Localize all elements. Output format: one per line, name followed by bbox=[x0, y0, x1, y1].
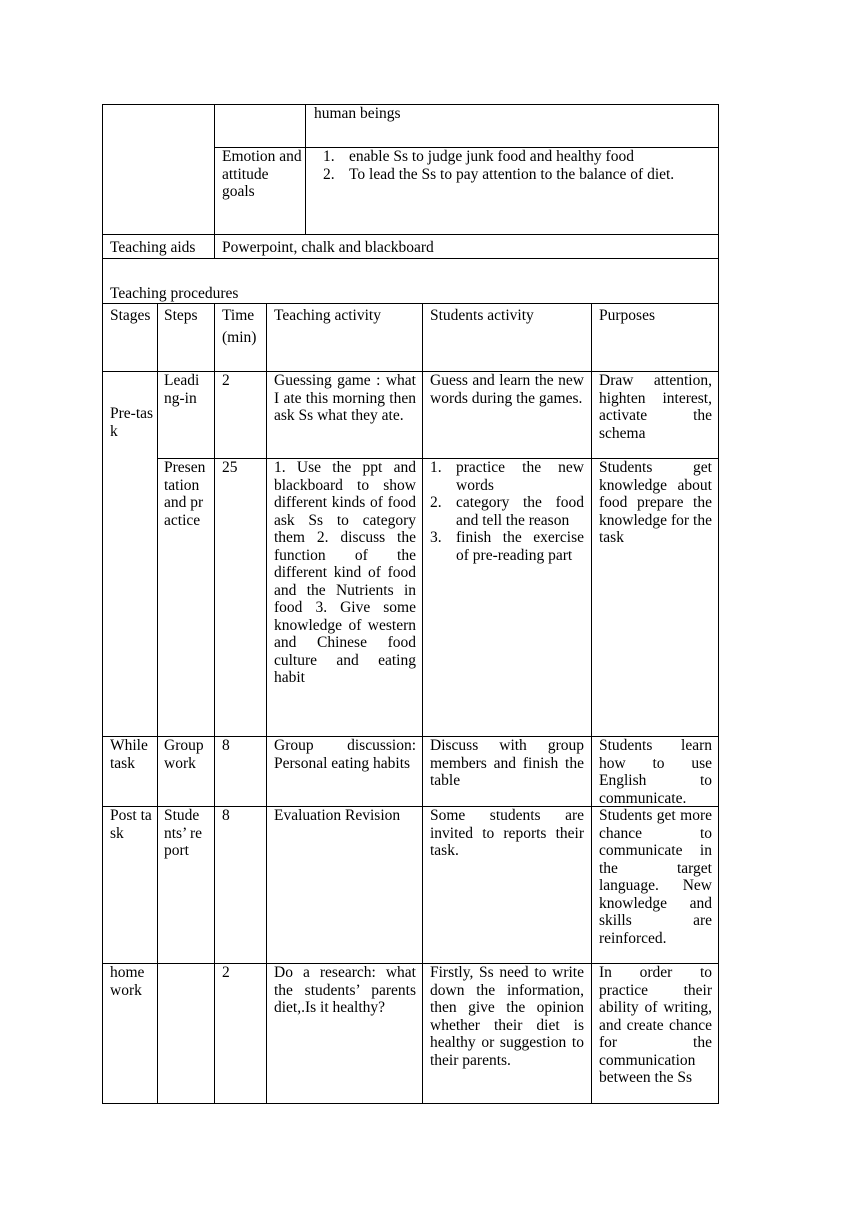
list-item bbox=[430, 529, 584, 564]
row-time: 2 bbox=[222, 372, 230, 389]
row-step: Students’ report bbox=[164, 807, 203, 859]
list-item bbox=[323, 148, 713, 166]
row-purposes: Draw attention, highten interest, activate the schema bbox=[599, 372, 712, 442]
emotion-goals-list bbox=[323, 148, 713, 183]
list-text: practice the new words bbox=[456, 459, 584, 494]
header-time: Time (min) bbox=[222, 307, 257, 346]
teaching-aids-label: Teaching aids bbox=[110, 239, 196, 256]
row-teaching-activity: Guessing game : what I ate this morning then ask Ss what they ate. bbox=[274, 372, 416, 424]
row-stage-while-task: While task bbox=[110, 737, 148, 772]
row-step: Group work bbox=[164, 737, 204, 772]
row-stage-post-task: Post task bbox=[110, 807, 152, 842]
list-text: category the food and tell the reason bbox=[456, 494, 584, 529]
list-item bbox=[430, 494, 584, 529]
list-number: 2. bbox=[323, 165, 335, 183]
header-students-activity: Students activity bbox=[430, 307, 534, 324]
list-number: 2. bbox=[430, 494, 442, 511]
header-steps: Steps bbox=[164, 307, 198, 324]
row-students-activity: Some students are invited to reports their task. bbox=[430, 807, 584, 859]
list-text: enable Ss to judge junk food and healthy food bbox=[349, 148, 634, 165]
list-number: 1. bbox=[430, 459, 442, 476]
row-purposes: Students get more chance to communicate in the target language. New knowledge and skills are reinforced. bbox=[599, 807, 712, 947]
emotion-goals-label: Emotion and attitude goals bbox=[222, 148, 302, 200]
row-teaching-activity: Do a research: what the students’ parents diet,.Is it healthy? bbox=[274, 964, 416, 1016]
row-time: 25 bbox=[222, 459, 238, 476]
row-stage-pre-task: Pre-task bbox=[110, 405, 154, 440]
row-students-activity: Guess and learn the new words during the games. bbox=[430, 372, 584, 407]
row-time: 8 bbox=[222, 807, 230, 824]
row-students-activity: Discuss with group members and finish the table bbox=[430, 737, 584, 789]
list-text: To lead the Ss to pay attention to the balance of diet. bbox=[349, 165, 675, 183]
teaching-aids-value: Powerpoint, chalk and blackboard bbox=[222, 239, 434, 256]
row-time: 2 bbox=[222, 964, 230, 981]
row-purposes: In order to practice their ability of writing, and create chance for the communication between the Ss bbox=[599, 964, 712, 1086]
list-item bbox=[430, 459, 584, 494]
knowledge-goal-tail: human beings bbox=[314, 105, 401, 122]
header-purposes: Purposes bbox=[599, 307, 655, 324]
row-stage-homework: homework bbox=[110, 964, 145, 999]
row-step: Presentation and practice bbox=[164, 459, 206, 529]
header-teaching-activity: Teaching activity bbox=[274, 307, 381, 324]
list-number: 1. bbox=[323, 148, 335, 165]
teaching-procedures-title: Teaching procedures bbox=[110, 285, 239, 302]
row-students-activity: Firstly, Ss need to write down the information, then give the opinion whether their diet is healthy or suggestion to their parents. bbox=[430, 964, 584, 1069]
row-purposes: Students learn how to use English to communicate. bbox=[599, 737, 712, 807]
row-time: 8 bbox=[222, 737, 230, 754]
row-step: Leading-in bbox=[164, 372, 200, 407]
row-teaching-activity: Group discussion: Personal eating habits bbox=[274, 737, 416, 772]
list-number: 3. bbox=[430, 529, 442, 546]
row-students-activity-list bbox=[430, 459, 584, 564]
list-text: finish the exercise of pre-reading part bbox=[456, 529, 584, 564]
row-teaching-activity: 1. Use the ppt and blackboard to show different kinds of food ask Ss to category them 2. discuss the function of the different kind of food and the Nutrients in food 3. Give some knowledge of western and Chinese food culture and eating habit bbox=[274, 459, 416, 686]
row-teaching-activity: Evaluation Revision bbox=[274, 807, 401, 824]
list-item bbox=[323, 166, 713, 184]
row-purposes: Students get knowledge about food prepare the knowledge for the task bbox=[599, 459, 712, 546]
header-stages: Stages bbox=[110, 307, 151, 324]
